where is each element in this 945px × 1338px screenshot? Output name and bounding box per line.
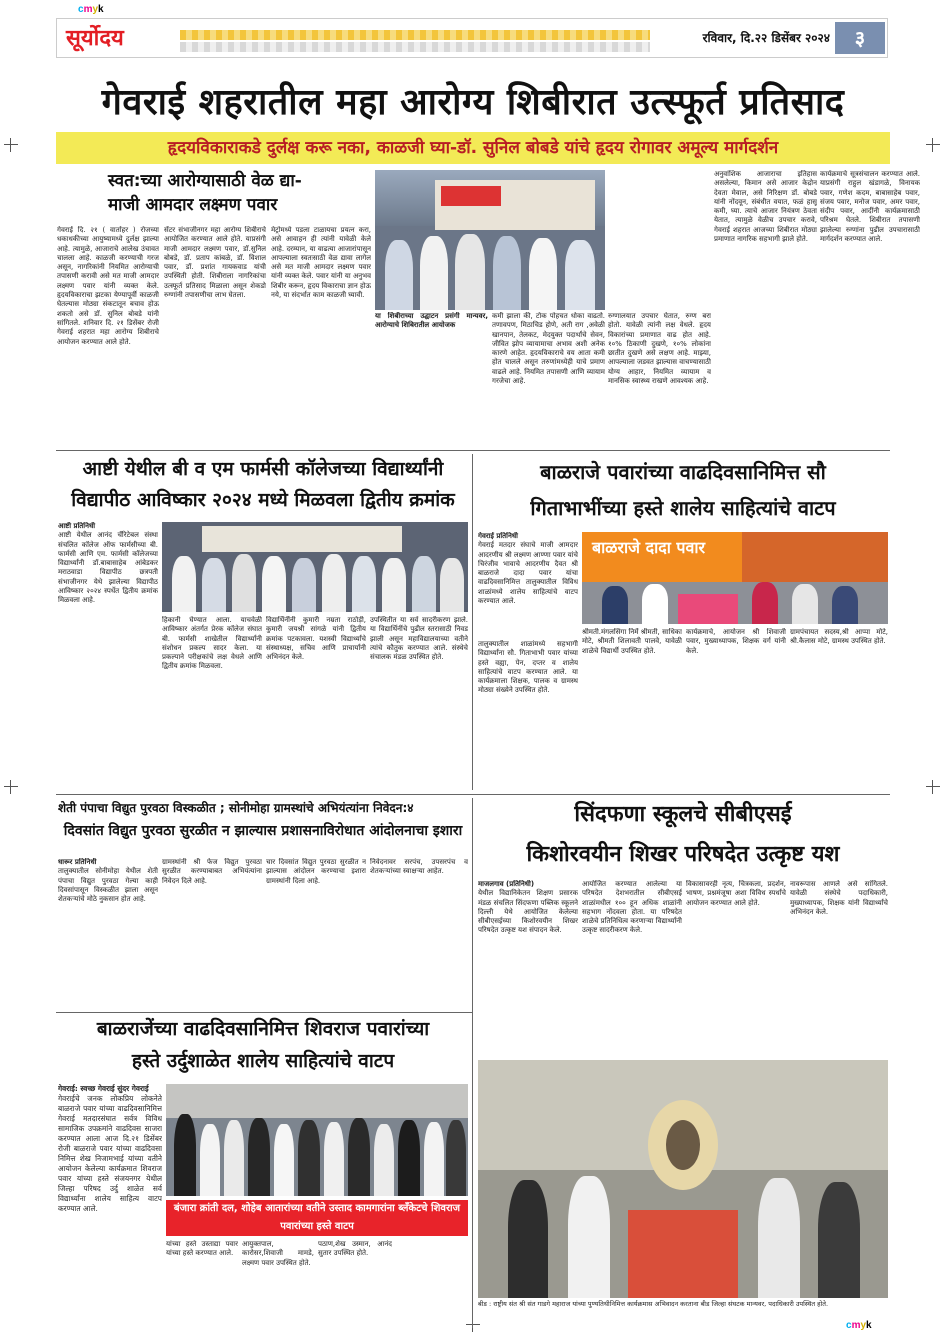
story3-photo-banner-text: बाळराजे दादा पवार <box>592 538 706 557</box>
page-number: ३ <box>835 22 885 54</box>
story3-body-col2: श्रीमती.मंगलसिंगा निर्मे श्रीमती, साधिका मोटे, श्रीमती शिलावती पालवे, यावेळी शाळेचे विद्यार्थी उपस्थित होते. <box>582 628 682 655</box>
photo-person <box>455 234 485 310</box>
photo-person <box>352 556 376 612</box>
story2-body-1: आष्टी येथील आनंद चॅरिटेबल संस्था संचलित कॉलेज ऑफ फार्मसीच्या बी. फार्मसी आणि एम. फार्मसी कॉलेजच्या विद्यार्थ्यांनी डॉ.बाबासाहेब आंबेडकर मराठवाडा विद्यापीठ छत्रपती संभाजीनगर येथे झालेल्या विद्यापीठ आविष्कार २०२४ स्पर्धेत द्वितीय क्रमांक मिळवला आहे. <box>58 531 158 605</box>
story5-photo <box>478 1060 888 1298</box>
lead-subheadline: हृदयविकाराकडे दुर्लक्ष करू नका, काळजी घ्या-डॉ. सुनिल बोबडे यांचे हृदय रोगावर अमूल्य मार्गदर्शन <box>56 132 890 164</box>
story4-body-col4: निवेदनावर सरपंच, उपसरपंच व शेतकऱ्यांच्या स्वाक्षऱ्या आहेत. <box>370 858 468 876</box>
print-mark-letter: y <box>860 1320 867 1331</box>
lead-body-col5: रुग्णालयात उपचार घेतात, रुग्ण बरा होतो. यावेळी त्यांनी लक्ष वेधले. हृदय विकारांच्या प्रमाणात वाढ होत आहे. १०% ठिकाणी दुखणे, १०% लोकांना छातीत दुखणे असे लक्षण आहे. माझ्या, आपल्याला जडवत झाल्यास वाचण्यासाठी योग्य आहार, नियमित व्यायाम व मानसिक स्वास्थ्य राखणे आवश्यक आहे. <box>608 312 711 386</box>
photo-person <box>374 1124 394 1196</box>
story4-headline-2: दिवसांत विद्युत पुरवठा सुरळीत न झाल्यास प्रशासनाविरोधात आंदोलनाचा इशारा <box>63 823 463 839</box>
print-mark-letter: c <box>846 1320 852 1331</box>
photo-person <box>172 556 196 612</box>
photo-person <box>508 1180 548 1298</box>
photo-person <box>224 1120 244 1196</box>
story2-body-col3: विद्यार्थिनींनी कुमारी नम्रता राठोड़ी, कुमारी जयश्री सांगळे यांनी द्वितीय क्रमांक पटकावला. यशस्वी विद्यार्थ्यांचे संस्थाध्यक्ष, सचिव आणि प्राचार्यांनी अभिनंदन केले. <box>266 616 366 662</box>
story5-body-col1 <box>478 880 578 1056</box>
lead-body-col6a <box>608 170 711 308</box>
print-mark-letter: m <box>851 1320 861 1331</box>
story2-photo <box>162 522 468 612</box>
section-divider <box>56 794 890 795</box>
lead-photo-caption-col <box>375 312 488 446</box>
story5-body-col4: नावरूपास आणले असे सांगितले. यावेळी संस्थेचे पदाधिकारी, मुख्याध्यापक, शिक्षक यांनी विद्यार्थ्यांचे अभिनंदन केले. <box>790 880 888 916</box>
story3-headline-2: गिताभाभींच्या हस्ते शालेय साहित्यांचे वाटप <box>530 496 836 520</box>
photo-person <box>262 556 286 612</box>
photo-person <box>446 1120 466 1196</box>
story6-body-col2: यांच्या हस्ते उस्ताद्या पवार यांच्या हस्ते करण्यात आले. <box>166 1240 238 1258</box>
photo-portrait <box>666 1120 700 1170</box>
photo-person <box>274 1124 294 1196</box>
print-color-bar-top <box>78 4 104 15</box>
story6-dateline: गेवराई: स्वच्छ गेवराई सुंदर गेवराई <box>58 1084 149 1093</box>
lead-body-col6: अनुवांशिक आजाराचा इतिहास असलेल्या, किमान असे आजार केद्रोन देवता मेवाल, असे निरिक्षण डॉ. बोबडे यांनी नोंदवून, संबंधीत वयात, फळं हासू कमी, घ्या. त्याचे आजार नियंत्रण ठेवता येतात, त्यामुळे वेळीच उपचार करावे, गेवराई शहरात आजच्या शिबीरात मोठ्या प्रमाणात नागरिक सहभागी झाले होते. <box>714 170 817 244</box>
photo-person <box>832 586 858 624</box>
photo-person <box>420 236 448 310</box>
lead-photo-caption: या शिबीराच्या उद्घाटन प्रसंगी मान्यवर, आरोग्याचे शिबिरातील आयोजक <box>375 312 488 330</box>
story2-body-col1 <box>58 522 158 790</box>
column-divider <box>472 454 473 790</box>
photo-person <box>758 1178 800 1298</box>
story2-body-col2: हिकानी घेण्यात आला. याचवेळी आविष्कार अंतर्गत प्रेरक कॉलेज संघात बी. फार्मसी शाखेतील विद्यार्थ्यांनी संशोधन प्रकल्प सादर केला. या प्रकल्पाने परीक्षकांचे लक्ष वेधले आणि द्वितीय क्रमांक मिळवला. <box>162 616 262 671</box>
photo-person <box>202 558 226 612</box>
issue-date: रविवार, दि.२२ डिसेंबर २०२४ <box>702 31 830 45</box>
photo-person <box>298 1120 320 1196</box>
story5-photo-caption: बीड : राष्ट्रीय संत श्री संत गाडगे महाराज यांच्या पुण्यतिथीनिमित्त कार्यक्रमास अभिवादन करताना बीड जिल्हा संघटक मान्यवर, पदाधिकारी उपस्थित होते. <box>478 1300 829 1308</box>
lead-photo <box>375 170 605 310</box>
photo-person <box>385 240 413 310</box>
lead-body-col1: गेवराई दि. २१ ( वार्ताहर ) रोजच्या धकाधकीच्या आयुष्यामध्ये दुर्लक्ष झाल्या आहे. त्यामुळे, आजाराचे आलेख उंचावत चालला आहे. काळजी करण्याची गरज असून, नागरिकांनी नियमित आरोग्याची तपासणी करावी असे मत माजी आमदार लक्ष्मण पवार यांनी व्यक्त केले. हृदयविकाराचा झटका येण्यापूर्वी काळजी घेतल्यास मोठ्या संकटातून बचाव होऊ शकतो असे डॉ. सुनिल बोबडे यांनी सांगितले. शनिवार दि. २१ डिसेंबर रोजी गेवराई शहरात महा आरोग्य शिबीराचे आयोजन करण्यात आले होते. <box>57 226 159 346</box>
photo-person <box>398 1120 420 1196</box>
lead-body-col4: कमी झाला की, टोक पोहचत धोका वाढतो. तणावपण, मिठाचिड होणे, अती राग ,अवेळी खानपान, तेलकट, मेदयुक्त पदार्थांचे सेवन, जीवित झोप व्यायामाचा अभाव अशी अनेक कारणे आहेत. हृदयविकाराचे वय आता कमी होत चालले असून तरुणांमध्येही याचे प्रमाण वाढले आहे. नियमित तपासणी आणि व्यायाम गरजेचा आहे. <box>492 312 605 386</box>
story3-body-col4: ग्रामपंचायत सदस्य,श्री आप्पा मोटे, श्री.कैलास मोटे, ग्रामस्थ उपस्थित होते. <box>790 628 888 646</box>
photo-person <box>642 584 668 624</box>
print-mark-letter: k <box>866 1320 872 1331</box>
section-divider <box>56 1012 472 1013</box>
photo-person <box>565 240 595 310</box>
story4-headline-1: शेती पंपाचा विद्युत पुरवठा विस्कळीत ; सोनीमोहा ग्रामस्थांचे अभियंत्यांना निवेदन:४ <box>58 801 414 815</box>
photo-background <box>166 1084 468 1118</box>
photo-person <box>200 1124 220 1196</box>
photo-banner-text <box>441 186 501 206</box>
photo-banner <box>742 532 888 582</box>
print-mark-letter: k <box>98 4 104 15</box>
print-mark-letter: c <box>78 4 84 15</box>
story2-body-col4: उपस्थितीत या सर्व सादरीकरण झाले. या विद्यार्थिनींचे पुढील स्तरासाठी निवड झाली असून महाविद्यालयाच्या वतीने त्यांचे कौतुक करण्यात आले. संस्थेचे संचालक मंडळ उपस्थित होते. <box>370 616 468 662</box>
story3-photo <box>582 532 888 624</box>
lead-body-col2: सेंटर संभाजीनगर महा आरोग्य शिबीराचे आयोजित करण्यात आले होते. याप्रसंगी माजी आमदार लक्ष्मण पवार, डॉ.सुनिल बोबडे, डॉ. प्रताप कांबळे, डॉ. विशाल पवार, डॉ. प्रशांत गायकवाड यांची उपस्थिती होती. शिबीराला नागरिकांचा उत्स्फूर्त प्रतिसाद मिळाला असून शेकडो रुग्णांनी तपासणीचा लाभ घेतला. <box>164 226 266 300</box>
photo-person <box>818 1182 860 1298</box>
newspaper-logo: सूर्योदय <box>60 20 180 56</box>
photo-person <box>529 238 557 310</box>
story3-body-col3: कार्यक्रमाचे, आयोजन श्री शिवाजी पवार, मुख्याध्यापक, शिक्षक वर्ग यांनी केले. <box>686 628 786 655</box>
story3-dateline: गेवराई प्रतिनिधी <box>478 532 518 540</box>
photo-person <box>412 556 436 612</box>
story3-body-1: गेवराई मतदार संघाचे माजी आमदार आदरणीय श्री लक्ष्मण आण्णा पवार यांचे चिरंजीव भावाचे आदरणीय दैवत श्री बाळराजे दादा पवार यांचा वाढदिवसानिमित्त तालुक्यातील विविध शाळांमध्ये शालेय साहित्यांचे वाटप करण्यात आले. <box>478 541 578 606</box>
photo-person <box>493 236 521 310</box>
print-color-bar-bottom <box>846 1320 872 1331</box>
photo-table <box>628 1210 738 1298</box>
story5-body-col2: आयोजित करण्यात आलेल्या या परिषदेत देशभरातील सीबीएसई शाळांमधील १०० हून अधिक शाळांनी सहभाग नोंदवला होता. या परिषदेत शाळेचे प्रतिनिधित्व करणाऱ्या विद्यार्थ्यांनी उत्कृष्ट सादरीकरण केले. <box>582 880 682 935</box>
photo-person <box>568 1176 610 1298</box>
story4-body-col2: ग्रामस्थांनी श्री फेज विद्युत पुरवठा सुरळीत करण्याबाबत अभियंत्यांना निवेदन दिले आहे. <box>162 858 262 885</box>
masthead-pattern <box>180 30 650 40</box>
section-divider <box>56 450 890 451</box>
photo-person <box>292 558 316 612</box>
story6-headline-2: हस्ते उर्दुशाळेत शालेय साहित्यांचे वाटप <box>131 1050 395 1072</box>
story2-headline: आष्टी येथील बी व एम फार्मसी कॉलेजच्या विद्यार्थ्यांनी विद्यापीठ आविष्कार २०२४ मध्ये मिळवला द्वितीय क्रमांक <box>71 458 455 511</box>
story5-body-1: येथील विद्यानिकेतन शिक्षण प्रसारक मंडळ संचलित सिंदफणा पब्लिक स्कूलने दिल्ली येथे आयोजित केलेल्या सीबीएसईच्या किशोरवयीन शिखर परिषदेत उत्कृष्ट यश संपादन केले. <box>478 889 578 935</box>
story3-headline-1: बाळराजे पवारांच्या वाढदिवसानिमित्त सौ <box>540 460 826 484</box>
story3-body-col1b: तालुक्यातील शाळांमध्ये सहभागी विद्यार्थ्यांना सौ. गिताभाभी पवार यांच्या हस्ते वह्या, पेन, दप्तर व शालेय साहित्यांचे वाटप करण्यात आले. या कार्यक्रमाला शिक्षक, पालक व ग्रामस्थ मोठ्या संख्येने उपस्थित होते. <box>478 640 578 695</box>
story6-body-col4: पठाण,शेख उस्मान, आनंद सुतार उपस्थित होते. <box>318 1240 392 1258</box>
story4-body-1: तालुक्यातील सोनीमोहा येथील शेती पंपाचा विद्युत पुरवठा गेल्या काही दिवसांपासून विस्कळीत झाला असून शेतकऱ्यांचे मोठे नुकसान होत आहे. <box>58 867 158 904</box>
story6-headline-1: बाळराजेंच्या वाढदिवसानिमित्त शिवराज पवारांच्या <box>96 1018 430 1040</box>
registration-mark <box>926 138 940 152</box>
story2-dateline: आष्टी प्रतिनिधी <box>58 522 96 530</box>
photo-person <box>322 554 346 612</box>
story6-body-1: गेवराईचे जनक लोकप्रिय लोकनेते बाळराजे पवार यांच्या वाढदिवसानिमित्त गेवराई मतदारसंघात सर्वत्र विविध सामाजिक उपक्रमांने वाढदिवस साजरा करण्यात आला आज दि.२१ डिसेंबर रोजी बाळराजे पवार यांच्या वाढदिवसा निमित्त शेख निजामभाई यांच्या वतीने आयोजन केलेल्या कार्यक्रमात शिवराज पवार यांच्या हस्ते संजयनगर येथील जिल्हा परिषद उर्दु शाळेत सर्व विद्यार्थ्यांना शालेय साहित्य वाटप करण्यात आले. <box>58 1094 162 1213</box>
lead-headline: गेवराई शहरातील महा आरोग्य शिबीरात उत्स्फूर्त प्रतिसाद <box>101 82 845 123</box>
story4-body-col3: चार दिवसांत विद्युत पुरवठा सुरळीत न झाल्यास आंदोलन करण्याचा इशारा ग्रामस्थांनी दिला आहे. <box>266 858 366 885</box>
story5-headline-2: किशोरवयीन शिखर परिषदेत उत्कृष्ट यश <box>526 842 840 867</box>
photo-person <box>348 1118 370 1196</box>
lead-kicker-2: माजी आमदार लक्ष्मण पवार <box>108 195 278 215</box>
photo-person <box>424 1122 444 1196</box>
lead-kicker: स्वत:च्या आरोग्यासाठी वेळ द्या- <box>108 171 302 191</box>
column-divider <box>472 798 473 1328</box>
story6-body-col5 <box>396 1240 468 1328</box>
photo-gifts <box>678 594 738 624</box>
photo-person <box>752 582 778 624</box>
story6-body-col3: आयुक्तपाल, कारोसर,शिवाजी मामडे, लक्ष्मण पवार उपस्थित होते. <box>242 1240 314 1267</box>
story4-dateline: धारूर प्रतिनिधी <box>58 858 97 866</box>
photo-person <box>382 558 406 612</box>
story6-photo <box>166 1084 468 1196</box>
story6-band: बंजारा क्रांती दल, शोहेब आतारांच्या वतीने उस्ताद कामगारांना ब्लँकेटचे शिवराज पवारांच्या हस्ते वाटप <box>166 1200 468 1236</box>
print-mark-letter: m <box>83 4 93 15</box>
story4-body-col1 <box>58 858 158 1008</box>
photo-person <box>440 558 464 612</box>
story5-dateline: माजलगाव (प्रतिनिधी) <box>478 880 535 888</box>
registration-mark <box>4 780 18 794</box>
photo-banner <box>202 526 402 552</box>
story6-body-col1 <box>58 1084 162 1328</box>
photo-person <box>324 1122 344 1196</box>
print-mark-letter: y <box>92 4 99 15</box>
registration-mark <box>466 1318 480 1332</box>
lead-body-col3: मेट्रोमध्ये पडला टाळायचा प्रयत्न करा, असे आवाहन ही त्यांनी यावेळी केले आहे. दरम्यान, या वाढत्या आजारांपासून आपल्याला स्वतःसाठी वेळ द्यावा लागेल असे मत माजी आमदार लक्ष्मण पवार यांनी व्यक्त केले. पवार यांनी या अनुभव शिबीर करून, हृदय विकाराचा ज्ञान होऊ नये, या संदर्भात काम काळजी घ्यावी. <box>271 226 371 300</box>
photo-person <box>602 586 628 624</box>
story5-body-col3: विकासावरही नृत्य, चित्रकला, प्रदर्शन, भाषण, प्रश्नमंजूषा अशा विविध स्पर्धांचे आयोजन करण्यात आले होते. <box>686 880 786 907</box>
registration-mark <box>926 780 940 794</box>
photo-person <box>174 1114 196 1196</box>
photo-person <box>248 1118 270 1196</box>
registration-mark <box>4 138 18 152</box>
lead-body-col7: कार्यक्रमाचे सूत्रसंचालन करण्यात आले. याप्रसंगी राहुल खंडागळे, विनायक पवार, गणेश कदम, बाबासाहेब पवार, संजय पवार, मनोज पवार, अमर पवार, संदीप पवार, आदींनी कार्यक्रमासाठी परिश्रम घेतले. शिबीरात तपासणी झालेल्या रुग्णांना पुढील उपचारासाठी मार्गदर्शन करण्यात आले. <box>820 170 920 244</box>
masthead-pattern <box>180 42 650 52</box>
photo-person <box>232 554 256 612</box>
story5-headline-1: सिंदफणा स्कूलचे सीबीएसई <box>574 802 792 827</box>
photo-person <box>792 584 818 624</box>
